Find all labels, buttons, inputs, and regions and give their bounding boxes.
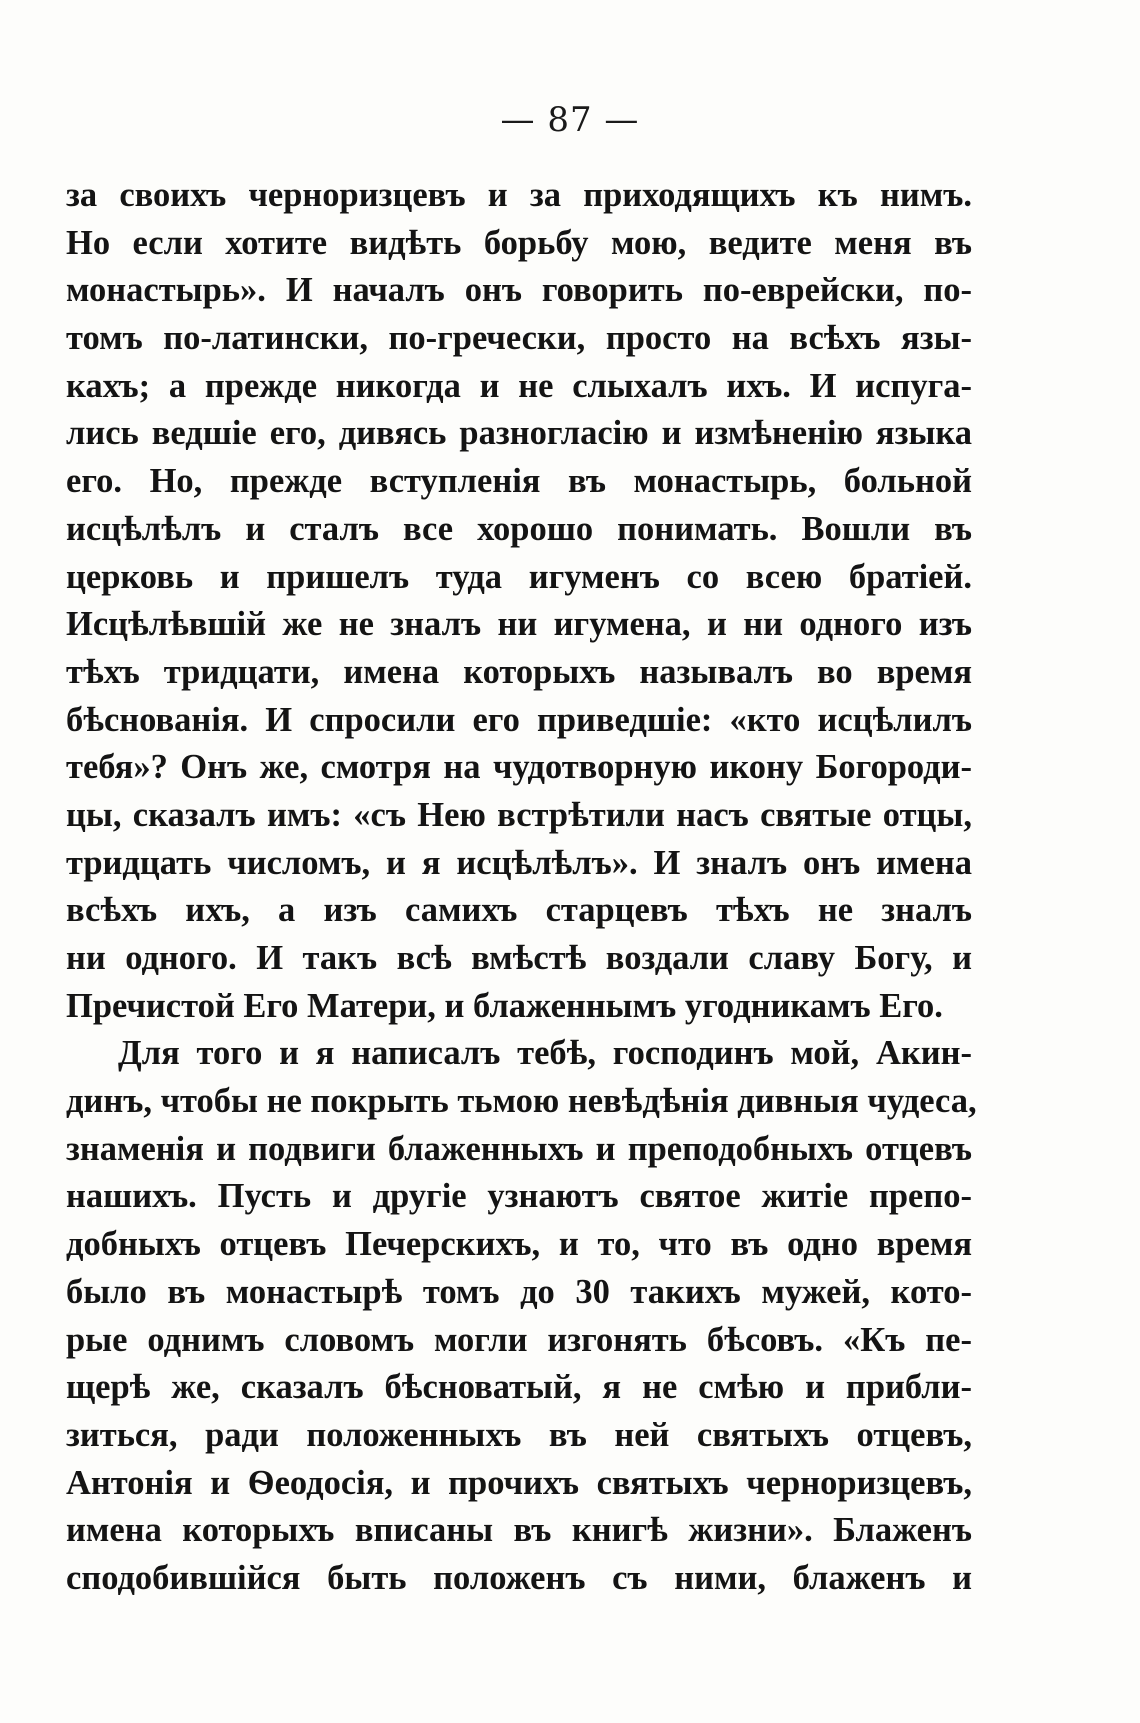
text-line: тебя»? Онъ же, смотря на чудотворную икону Богороди- (66, 748, 972, 787)
paragraph-start-line: Для того и я написалъ тебѣ, господинъ мой, Акин- (118, 1034, 972, 1073)
text-line: рые однимъ словомъ могли изгонять бѣсовъ. «Къ пе- (66, 1320, 972, 1359)
text-line: сподобившійся быть положенъ съ ними, блаженъ и (66, 1558, 972, 1597)
text-line: монастырь». И началъ онъ говорить по-еврейски, по- (66, 271, 972, 310)
text-line: знаменія и подвиги блаженныхъ и преподобныхъ отцевъ (66, 1129, 972, 1168)
text-line: Исцѣлѣвшій же не зналъ ни игумена, и ни одного изъ (66, 605, 972, 644)
text-line: за своихъ черноризцевъ и за приходящихъ къ нимъ. (66, 176, 972, 214)
text-line: нашихъ. Пусть и другіе узнаютъ святое житіе препо- (66, 1177, 972, 1216)
text-line: щерѣ же, сказалъ бѣсноватый, я не смѣю и прибли- (66, 1368, 972, 1407)
text-line: тридцать числомъ, и я исцѣлѣлъ». И зналъ онъ имена (66, 843, 972, 882)
text-line: кахъ; а прежде никогда и не слыхалъ ихъ. И испуга- (66, 366, 972, 405)
text-line: ни одного. И такъ всѣ вмѣстѣ воздали славу Богу, и (66, 939, 972, 977)
text-line: динъ, чтобы не покрыть тьмою невѣдѣнія дивныя чудеса, (66, 1082, 977, 1121)
text-line: Но если хотите видѣть борьбу мою, ведите меня въ (66, 223, 972, 262)
text-line: тѣхъ тридцати, имена которыхъ называлъ во время (66, 652, 972, 691)
text-line: бѣснованія. И спросили его приведшіе: «кто исцѣлилъ (66, 700, 972, 739)
text-line: лись ведшіе его, дивясь разногласію и измѣненію языка (66, 414, 972, 453)
page-number: — 87 — (500, 100, 640, 140)
body-text (66, 172, 977, 1603)
text-line: Антонія и Ѳеодосія, и прочихъ святыхъ черноризцевъ, (66, 1463, 972, 1502)
text-line: добныхъ отцевъ Печерскихъ, и то, что въ одно время (66, 1225, 972, 1264)
text-line: исцѣлѣлъ и сталъ все хорошо понимать. Вошли въ (66, 509, 972, 548)
text-line: было въ монастырѣ томъ до 30 такихъ мужей, кото- (66, 1272, 972, 1311)
paragraph-end-line: Пречистой Его Матери, и блаженнымъ угодникамъ Его. (66, 986, 943, 1025)
text-line: зиться, ради положенныхъ въ ней святыхъ отцевъ, (66, 1415, 972, 1454)
text-line: церковь и пришелъ туда игуменъ со всею братіей. (66, 557, 972, 596)
text-line: его. Но, прежде вступленія въ монастырь, больной (66, 462, 972, 501)
text-line: цы, сказалъ имъ: «съ Нею встрѣтили насъ святые отцы, (66, 795, 972, 834)
text-line: томъ по-латински, по-гречески, просто на всѣхъ язы- (66, 319, 972, 358)
text-line: всѣхъ ихъ, а изъ самихъ старцевъ тѣхъ не зналъ (66, 891, 972, 930)
text-line: имена которыхъ вписаны въ книгѣ жизни». Блаженъ (66, 1511, 972, 1550)
